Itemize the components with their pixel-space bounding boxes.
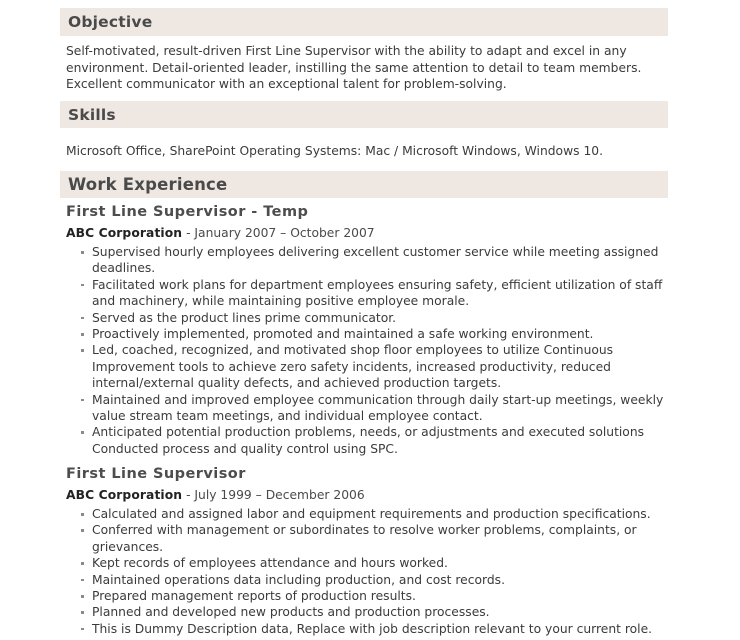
job-company: ABC Corporation	[66, 226, 183, 240]
section-header-work-experience	[60, 171, 668, 198]
section-title-skills: Skills	[68, 105, 116, 124]
section-header-objective	[60, 8, 668, 36]
section-title-objective: Objective	[68, 13, 153, 31]
list-item: Anticipated potential production problems, needs, or adjustments and executed solutions Conducted process and quality control using SPC.	[66, 424, 666, 457]
job-company: ABC Corporation	[66, 488, 183, 502]
list-item: Served as the product lines prime communicator.	[66, 310, 666, 326]
list-item: Planned and developed new products and production processes.	[66, 604, 666, 620]
job-entry	[66, 204, 666, 457]
skills-body-text: Microsoft Office, SharePoint Operating Systems: Mac / Microsoft Windows, Windows 10.	[66, 144, 604, 158]
job-meta	[66, 226, 666, 240]
section-header-skills	[60, 101, 668, 128]
list-item: Maintained and improved employee communication through daily start-up meetings, weekly value stream team meetings, and individual employee contact.	[66, 392, 666, 425]
job-bullet-list	[66, 244, 666, 457]
job-meta	[66, 488, 666, 502]
list-item: Prepared management reports of production results.	[66, 588, 666, 604]
list-item: Calculated and assigned labor and equipment requirements and production specifications.	[66, 506, 666, 522]
list-item: Proactively implemented, promoted and maintained a safe working environment.	[66, 326, 666, 342]
list-item: Kept records of employees attendance and hours worked.	[66, 555, 666, 571]
job-dates: - January 2007 – October 2007	[182, 226, 375, 240]
job-entry	[66, 466, 666, 637]
job-dates: - July 1999 – December 2006	[182, 488, 365, 502]
list-item: This is Dummy Description data, Replace with job description relevant to your current role.	[66, 621, 666, 637]
list-item: Facilitated work plans for department employees ensuring safety, efficient utilization of staff and machinery, while maintaining positive employee morale.	[66, 277, 666, 310]
list-item: Led, coached, recognized, and motivated shop floor employees to utilize Continuous Improvement tools to achieve zero safety incidents, increased productivity, reduced internal/external quality defects, and achieved production targets.	[66, 342, 666, 391]
job-title: First Line Supervisor	[66, 466, 246, 482]
list-item: Maintained operations data including production, and cost records.	[66, 572, 666, 588]
list-item: Supervised hourly employees delivering excellent customer service while meeting assigned deadlines.	[66, 244, 666, 277]
objective-body-text: Self-motivated, result-driven First Line Supervisor with the ability to adapt and excel in any environment. Detail-oriented leader, instilling the same attention to detail to team members. Excellent communicator with an exceptional talent for problem-solving.	[66, 44, 642, 92]
job-title: First Line Supervisor - Temp	[66, 204, 309, 220]
job-bullet-list	[66, 506, 666, 637]
section-title-work-experience: Work Experience	[68, 175, 228, 194]
list-item: Conferred with management or subordinates to resolve worker problems, complaints, or grievances.	[66, 522, 666, 555]
